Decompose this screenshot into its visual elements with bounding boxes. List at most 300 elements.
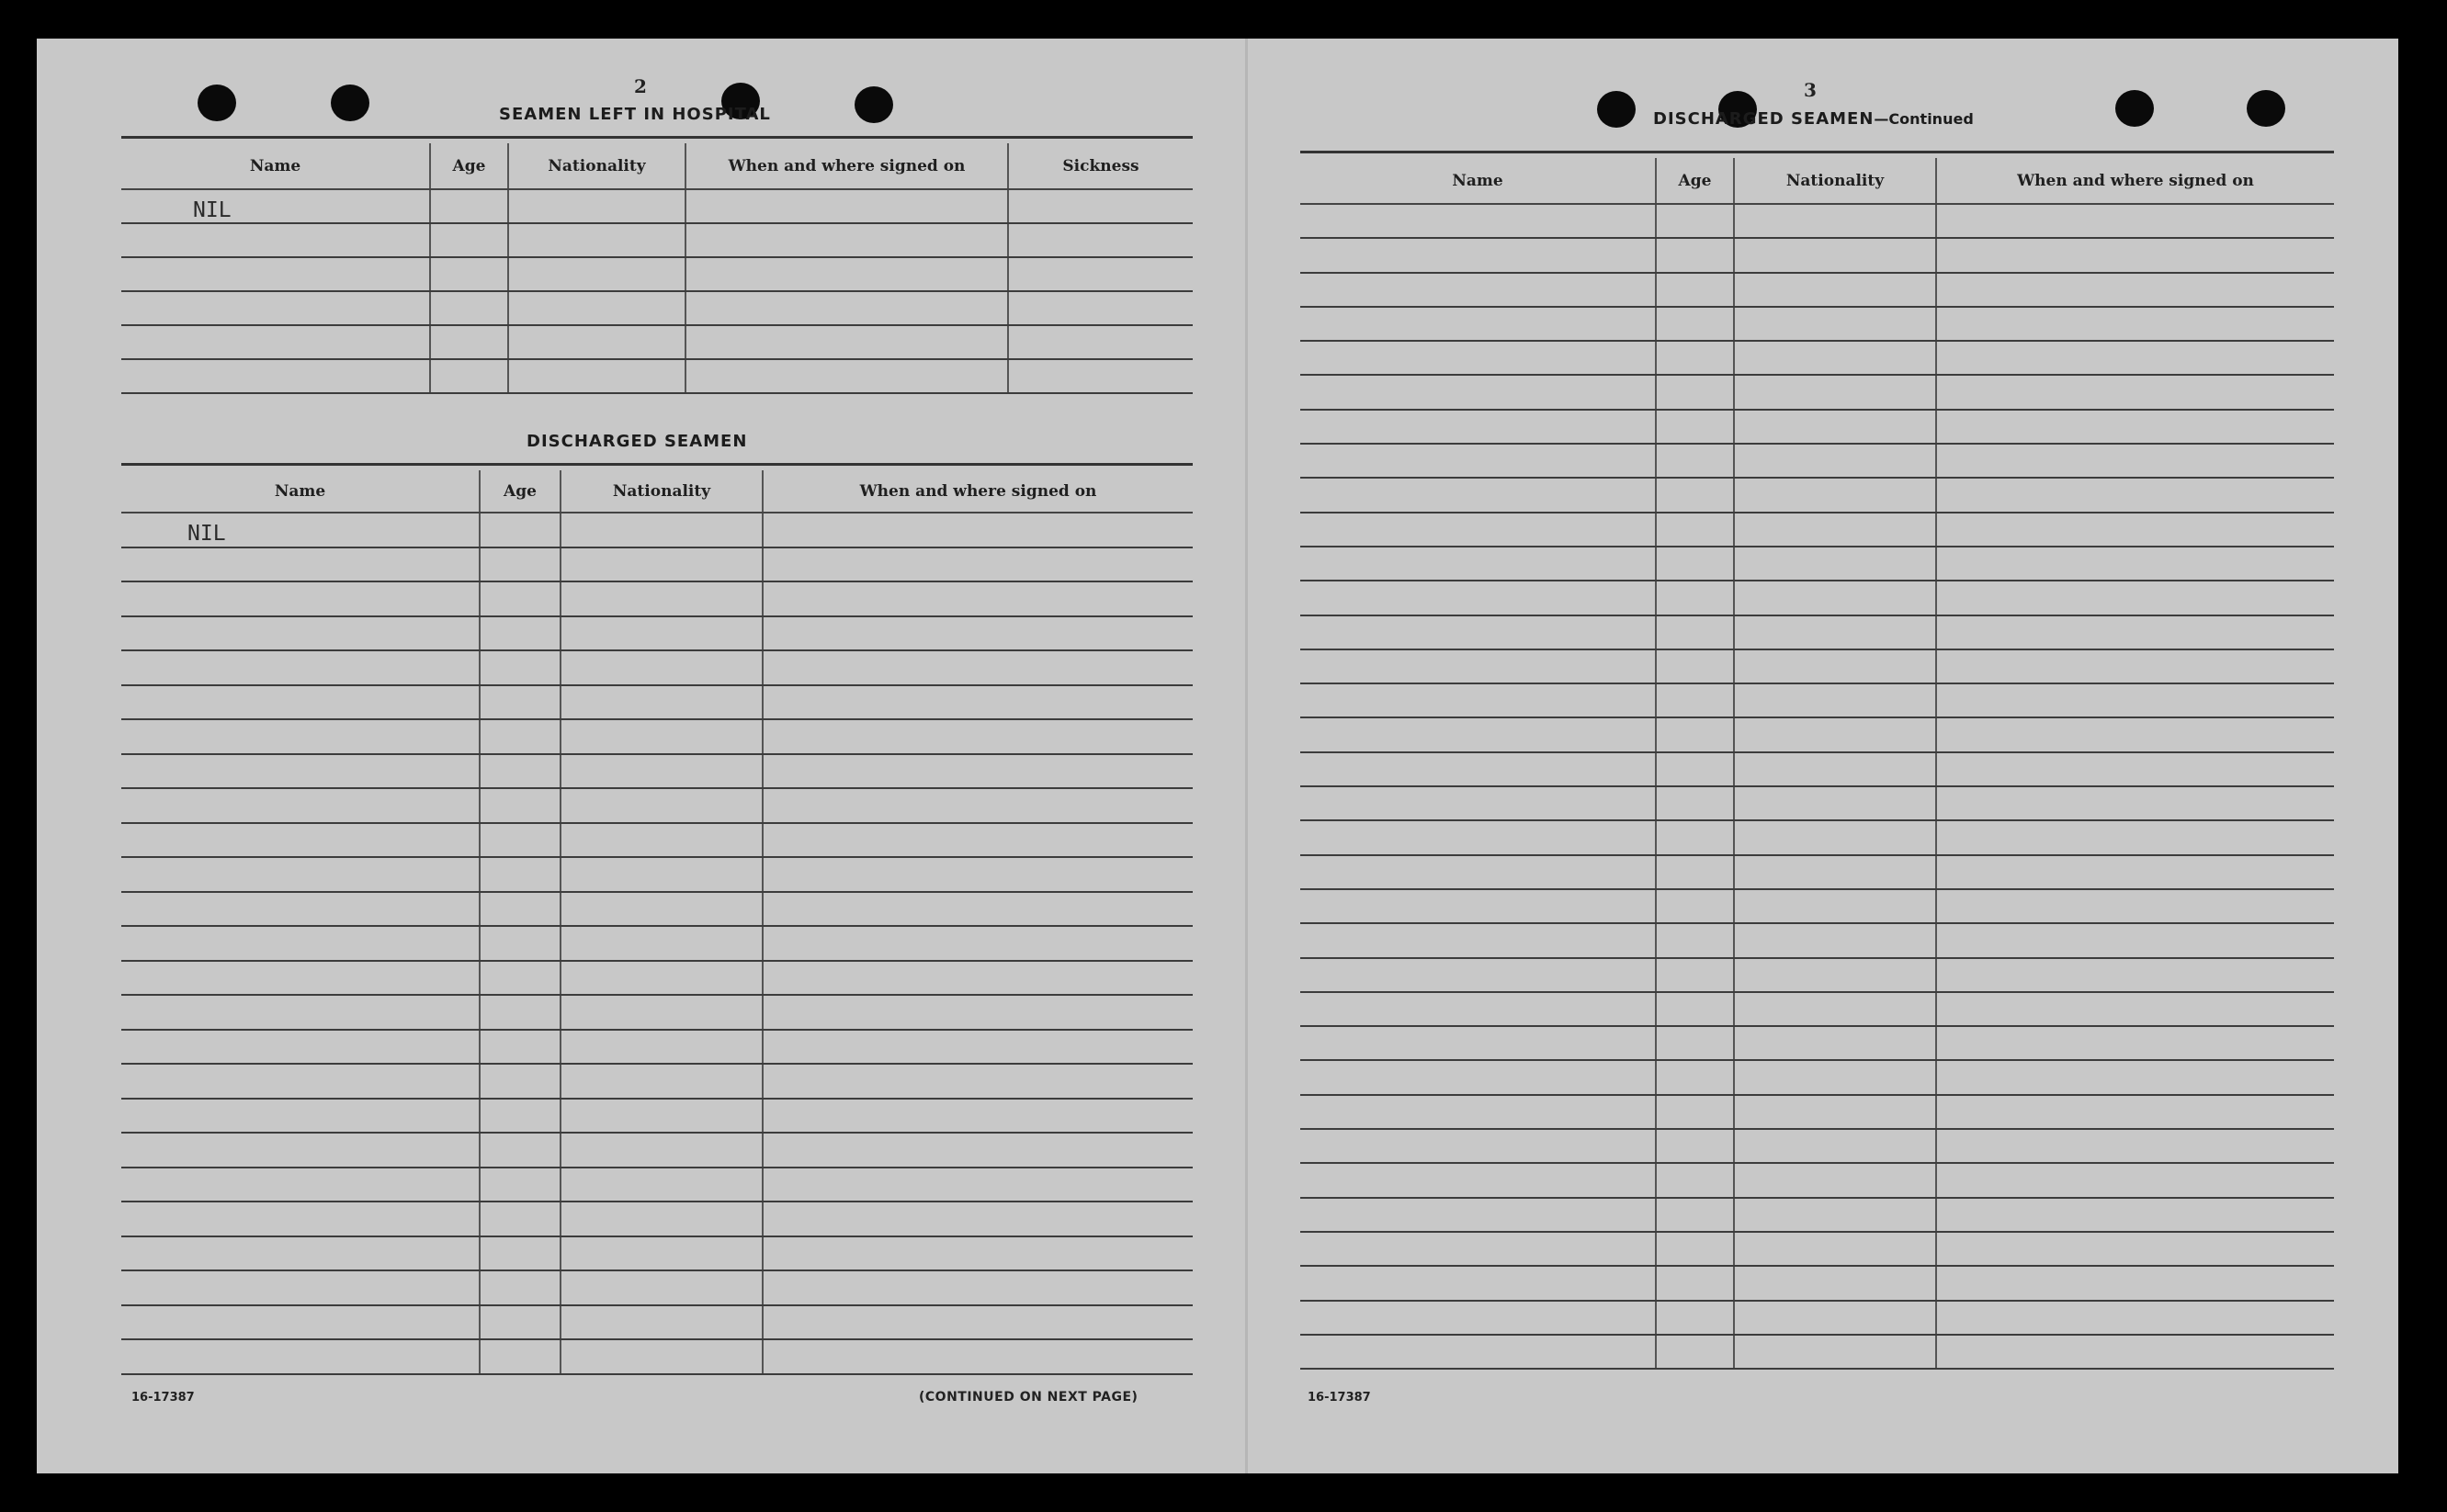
- table-cell: [121, 1133, 480, 1168]
- punch-hole: [2115, 90, 2154, 127]
- table-cell: [430, 223, 508, 257]
- table-cell: [508, 359, 685, 393]
- table-cell: [1300, 820, 1656, 854]
- table-cell: [1734, 820, 1936, 854]
- table-cell: [1734, 1232, 1936, 1266]
- table-row: [1300, 1232, 2334, 1266]
- table-cell: [1734, 855, 1936, 889]
- table-row: [1300, 923, 2334, 957]
- column-header-nationality: Nationality: [1734, 158, 1936, 204]
- table-cell: [121, 359, 430, 393]
- table-cell: [121, 995, 480, 1030]
- column-header-name: Name: [1300, 158, 1656, 204]
- table-row: [1300, 1198, 2334, 1232]
- table-cell: [1300, 204, 1656, 238]
- table-cell: [1656, 889, 1734, 923]
- table-cell: [121, 857, 480, 892]
- table-cell: [121, 581, 480, 616]
- table-cell: [1734, 1129, 1936, 1163]
- table-row: [1300, 855, 2334, 889]
- punch-hole: [198, 85, 236, 121]
- table-cell: [1936, 855, 2334, 889]
- column-header-signed-on: When and where signed on: [1936, 158, 2334, 204]
- table-cell: [1936, 1163, 2334, 1197]
- table-cell: [121, 547, 480, 582]
- table-cell: [1300, 683, 1656, 717]
- table-cell: [763, 1064, 1193, 1099]
- table-cell: [121, 1202, 480, 1236]
- table-cell: [763, 1236, 1193, 1271]
- table-cell: [480, 581, 561, 616]
- table-cell: [121, 325, 430, 359]
- table-cell: [480, 995, 561, 1030]
- table-cell: [763, 513, 1193, 547]
- table-cell: [1656, 1232, 1734, 1266]
- table-cell: [1936, 1198, 2334, 1232]
- table-cell: [1656, 958, 1734, 992]
- table-row: [121, 223, 1193, 257]
- table-cell: [1656, 1026, 1734, 1060]
- hospital-header-row: [121, 143, 1193, 189]
- table-cell: [1656, 855, 1734, 889]
- table-cell: [1300, 717, 1656, 751]
- table-cell: [121, 189, 430, 223]
- table-cell: [1656, 444, 1734, 478]
- table-cell: [1300, 649, 1656, 683]
- table-cell: [480, 1305, 561, 1340]
- table-cell: [1936, 444, 2334, 478]
- table-row: [121, 857, 1193, 892]
- table-cell: [561, 547, 763, 582]
- table-cell: [480, 685, 561, 720]
- table-cell: [1936, 478, 2334, 512]
- table-cell: [1300, 752, 1656, 786]
- table-cell: [1936, 204, 2334, 238]
- table-cell: [480, 754, 561, 789]
- table-row: [1300, 204, 2334, 238]
- table-cell: [121, 650, 480, 685]
- table-cell: [1300, 1026, 1656, 1060]
- table-cell: [1734, 717, 1936, 751]
- table-cell: [763, 857, 1193, 892]
- table-cell: [1734, 992, 1936, 1026]
- table-cell: [1936, 307, 2334, 341]
- table-cell: [508, 291, 685, 325]
- table-cell: [763, 788, 1193, 823]
- table-cell: [121, 513, 480, 547]
- form-code: 16-17387: [131, 1391, 195, 1405]
- punch-hole: [855, 86, 893, 123]
- table-cell: [1734, 341, 1936, 375]
- table-cell: [561, 1305, 763, 1340]
- table-cell: [121, 926, 480, 961]
- table-cell: [561, 892, 763, 927]
- table-cell: [561, 995, 763, 1030]
- table-cell: [1734, 410, 1936, 444]
- table-cell: [1936, 238, 2334, 272]
- table-cell: [480, 823, 561, 858]
- table-cell: [1734, 478, 1936, 512]
- table-cell: [763, 650, 1193, 685]
- table-cell: [561, 581, 763, 616]
- table-cell: [121, 257, 430, 291]
- table-cell: [1656, 717, 1734, 751]
- table-cell: [1300, 958, 1656, 992]
- table-row: [1300, 1163, 2334, 1197]
- left-page: [37, 39, 1245, 1473]
- table-row: [1300, 444, 2334, 478]
- table-cell: [508, 223, 685, 257]
- table-cell: [480, 1339, 561, 1374]
- table-cell: [1656, 1129, 1734, 1163]
- table-cell: [685, 359, 1008, 393]
- table-cell: [508, 257, 685, 291]
- hospital-section-title: SEAMEN LEFT IN HOSPITAL: [499, 105, 771, 124]
- table-cell: [763, 1168, 1193, 1202]
- table-cell: [1008, 359, 1193, 393]
- table-cell: [1656, 752, 1734, 786]
- column-header-signed-on: When and where signed on: [685, 143, 1008, 189]
- column-header-age: Age: [480, 470, 561, 513]
- table-cell: [763, 547, 1193, 582]
- column-header-signed-on: When and where signed on: [763, 470, 1193, 513]
- table-cell: [1656, 1301, 1734, 1335]
- table-row: [1300, 889, 2334, 923]
- table-cell: [121, 223, 430, 257]
- table-cell: [1656, 1266, 1734, 1300]
- entry-text: NIL: [193, 197, 232, 222]
- table-row: [121, 823, 1193, 858]
- table-cell: [121, 1168, 480, 1202]
- table-cell: [121, 1305, 480, 1340]
- table-cell: [1734, 1060, 1936, 1094]
- table-row: [121, 1202, 1193, 1236]
- table-row: [121, 257, 1193, 291]
- column-header-sickness: Sickness: [1008, 143, 1193, 189]
- table-cell: [1936, 581, 2334, 615]
- table-row: [1300, 1026, 2334, 1060]
- table-row: [1300, 717, 2334, 751]
- table-cell: [1936, 820, 2334, 854]
- table-cell: [1936, 649, 2334, 683]
- table-cell: [561, 1030, 763, 1065]
- table-cell: [480, 1064, 561, 1099]
- table-cell: [1936, 1232, 2334, 1266]
- table-cell: [763, 581, 1193, 616]
- punch-hole: [1597, 91, 1636, 128]
- table-cell: [1936, 375, 2334, 409]
- table-cell: [1734, 1198, 1936, 1232]
- table-cell: [1300, 786, 1656, 820]
- table-cell: [480, 1202, 561, 1236]
- table-cell: [1936, 513, 2334, 547]
- table-cell: [1936, 1060, 2334, 1094]
- page-number: 2: [634, 75, 647, 97]
- document-sheet: [37, 39, 2398, 1473]
- title-rule: [121, 463, 1193, 466]
- table-row: [1300, 581, 2334, 615]
- table-cell: [1300, 1060, 1656, 1094]
- table-cell: [1656, 923, 1734, 957]
- entry-text: NIL: [187, 521, 226, 546]
- table-row: [121, 788, 1193, 823]
- table-cell: [1936, 1095, 2334, 1129]
- table-row: [121, 291, 1193, 325]
- table-cell: [1936, 547, 2334, 581]
- table-cell: [1734, 1163, 1936, 1197]
- table-cell: [1936, 786, 2334, 820]
- table-cell: [685, 325, 1008, 359]
- table-cell: [561, 1236, 763, 1271]
- table-cell: [561, 857, 763, 892]
- table-cell: [480, 1030, 561, 1065]
- table-cell: [763, 616, 1193, 651]
- table-cell: [1734, 273, 1936, 307]
- right-page: [1248, 39, 2398, 1473]
- table-row: [1300, 513, 2334, 547]
- table-cell: [1734, 375, 1936, 409]
- table-row: [1300, 238, 2334, 272]
- table-cell: [1300, 1232, 1656, 1266]
- table-cell: [121, 788, 480, 823]
- table-cell: [561, 1270, 763, 1305]
- table-cell: [1936, 615, 2334, 649]
- discharged-table: [121, 470, 1193, 1375]
- table-cell: [1300, 444, 1656, 478]
- table-cell: [1300, 1095, 1656, 1129]
- table-cell: [1734, 513, 1936, 547]
- table-cell: [121, 1064, 480, 1099]
- table-row: [121, 1168, 1193, 1202]
- table-cell: [1300, 855, 1656, 889]
- table-cell: [1300, 1163, 1656, 1197]
- table-cell: [1936, 1026, 2334, 1060]
- table-cell: [1300, 307, 1656, 341]
- table-cell: [1656, 786, 1734, 820]
- table-cell: [430, 359, 508, 393]
- table-cell: [1656, 1335, 1734, 1369]
- discharged-header-row: [121, 470, 1193, 513]
- table-cell: [1300, 1301, 1656, 1335]
- table-cell: [1734, 1026, 1936, 1060]
- table-cell: [121, 719, 480, 754]
- table-cell: [121, 1339, 480, 1374]
- table-cell: [561, 650, 763, 685]
- table-cell: [685, 223, 1008, 257]
- table-cell: [121, 892, 480, 927]
- table-cell: [561, 1133, 763, 1168]
- table-cell: [1936, 923, 2334, 957]
- table-cell: [1734, 649, 1936, 683]
- table-row: [1300, 341, 2334, 375]
- table-cell: [1300, 1266, 1656, 1300]
- table-cell: [763, 1030, 1193, 1065]
- table-cell: [1936, 1335, 2334, 1369]
- table-row: [121, 513, 1193, 547]
- table-cell: [1300, 238, 1656, 272]
- table-cell: [561, 1339, 763, 1374]
- table-cell: [763, 995, 1193, 1030]
- table-cell: [1300, 615, 1656, 649]
- table-cell: [121, 1030, 480, 1065]
- table-cell: [1008, 325, 1193, 359]
- table-cell: [561, 926, 763, 961]
- table-cell: [480, 961, 561, 996]
- table-row: [121, 359, 1193, 393]
- hospital-table: [121, 143, 1193, 394]
- punch-hole: [331, 85, 369, 121]
- table-cell: [1734, 581, 1936, 615]
- table-cell: [1656, 375, 1734, 409]
- table-cell: [1656, 273, 1734, 307]
- table-cell: [1936, 958, 2334, 992]
- table-cell: [1656, 683, 1734, 717]
- table-row: [121, 719, 1193, 754]
- table-cell: [1734, 958, 1936, 992]
- table-cell: [1936, 717, 2334, 751]
- table-cell: [561, 823, 763, 858]
- column-header-name: Name: [121, 143, 430, 189]
- table-cell: [1656, 341, 1734, 375]
- table-cell: [1656, 1060, 1734, 1094]
- table-row: [121, 685, 1193, 720]
- table-row: [121, 1030, 1193, 1065]
- table-cell: [1656, 1095, 1734, 1129]
- table-cell: [561, 685, 763, 720]
- table-cell: [561, 513, 763, 547]
- table-cell: [480, 547, 561, 582]
- table-cell: [480, 1270, 561, 1305]
- table-cell: [1936, 1301, 2334, 1335]
- table-cell: [121, 961, 480, 996]
- table-row: [121, 892, 1193, 927]
- continued-header-row: [1300, 158, 2334, 204]
- table-cell: [1656, 204, 1734, 238]
- table-row: [1300, 786, 2334, 820]
- continued-note: (CONTINUED ON NEXT PAGE): [919, 1390, 1139, 1405]
- table-cell: [480, 926, 561, 961]
- table-row: [1300, 1335, 2334, 1369]
- table-row: [121, 961, 1193, 996]
- table-cell: [1734, 307, 1936, 341]
- table-cell: [763, 685, 1193, 720]
- table-cell: [1656, 1163, 1734, 1197]
- table-cell: [1734, 1095, 1936, 1129]
- table-row: [1300, 1060, 2334, 1094]
- table-cell: [561, 1168, 763, 1202]
- table-row: [121, 1133, 1193, 1168]
- table-cell: [1300, 581, 1656, 615]
- table-cell: [561, 788, 763, 823]
- table-cell: [561, 754, 763, 789]
- table-cell: [1656, 581, 1734, 615]
- table-cell: [1936, 1266, 2334, 1300]
- table-cell: [121, 1236, 480, 1271]
- table-cell: [121, 685, 480, 720]
- table-cell: [121, 754, 480, 789]
- table-cell: [1936, 992, 2334, 1026]
- table-row: [121, 995, 1193, 1030]
- column-header-nationality: Nationality: [508, 143, 685, 189]
- table-row: [121, 325, 1193, 359]
- table-row: [121, 1339, 1193, 1374]
- table-cell: [480, 892, 561, 927]
- table-cell: [763, 892, 1193, 927]
- table-cell: [1300, 547, 1656, 581]
- table-cell: [1734, 683, 1936, 717]
- discharged-section-title: DISCHARGED SEAMEN: [527, 432, 748, 451]
- table-row: [121, 547, 1193, 582]
- table-cell: [1300, 1129, 1656, 1163]
- table-cell: [480, 857, 561, 892]
- table-row: [1300, 410, 2334, 444]
- table-row: [1300, 1129, 2334, 1163]
- table-cell: [480, 719, 561, 754]
- table-cell: [1008, 257, 1193, 291]
- table-cell: [480, 1168, 561, 1202]
- table-cell: [763, 926, 1193, 961]
- table-cell: [1300, 375, 1656, 409]
- table-row: [121, 1305, 1193, 1340]
- table-cell: [1656, 1198, 1734, 1232]
- table-cell: [561, 1202, 763, 1236]
- table-cell: [1300, 889, 1656, 923]
- table-row: [121, 581, 1193, 616]
- table-row: [1300, 820, 2334, 854]
- column-header-age: Age: [1656, 158, 1734, 204]
- table-cell: [1656, 615, 1734, 649]
- table-cell: [1734, 238, 1936, 272]
- table-cell: [561, 961, 763, 996]
- table-cell: [1656, 478, 1734, 512]
- table-cell: [763, 1202, 1193, 1236]
- page-number: 3: [1804, 79, 1817, 101]
- table-cell: [480, 616, 561, 651]
- table-row: [121, 650, 1193, 685]
- table-cell: [1734, 752, 1936, 786]
- table-cell: [1734, 786, 1936, 820]
- table-cell: [763, 754, 1193, 789]
- table-cell: [763, 719, 1193, 754]
- table-cell: [1300, 923, 1656, 957]
- table-cell: [561, 616, 763, 651]
- table-row: [1300, 1095, 2334, 1129]
- table-row: [121, 1099, 1193, 1134]
- table-cell: [121, 291, 430, 325]
- table-cell: [1734, 204, 1936, 238]
- table-cell: [1656, 307, 1734, 341]
- table-row: [1300, 478, 2334, 512]
- table-row: [1300, 683, 2334, 717]
- table-cell: [1300, 992, 1656, 1026]
- table-cell: [1300, 1335, 1656, 1369]
- table-row: [121, 1270, 1193, 1305]
- table-row: [121, 616, 1193, 651]
- title-text: DISCHARGED SEAMEN: [1653, 109, 1875, 129]
- punch-hole: [2247, 90, 2285, 127]
- table-cell: [508, 325, 685, 359]
- table-cell: [1936, 341, 2334, 375]
- table-row: [1300, 752, 2334, 786]
- table-cell: [763, 823, 1193, 858]
- table-row: [121, 1064, 1193, 1099]
- table-cell: [763, 1270, 1193, 1305]
- table-cell: [121, 616, 480, 651]
- table-cell: [430, 257, 508, 291]
- table-cell: [1734, 1266, 1936, 1300]
- table-cell: [1300, 410, 1656, 444]
- table-cell: [1300, 478, 1656, 512]
